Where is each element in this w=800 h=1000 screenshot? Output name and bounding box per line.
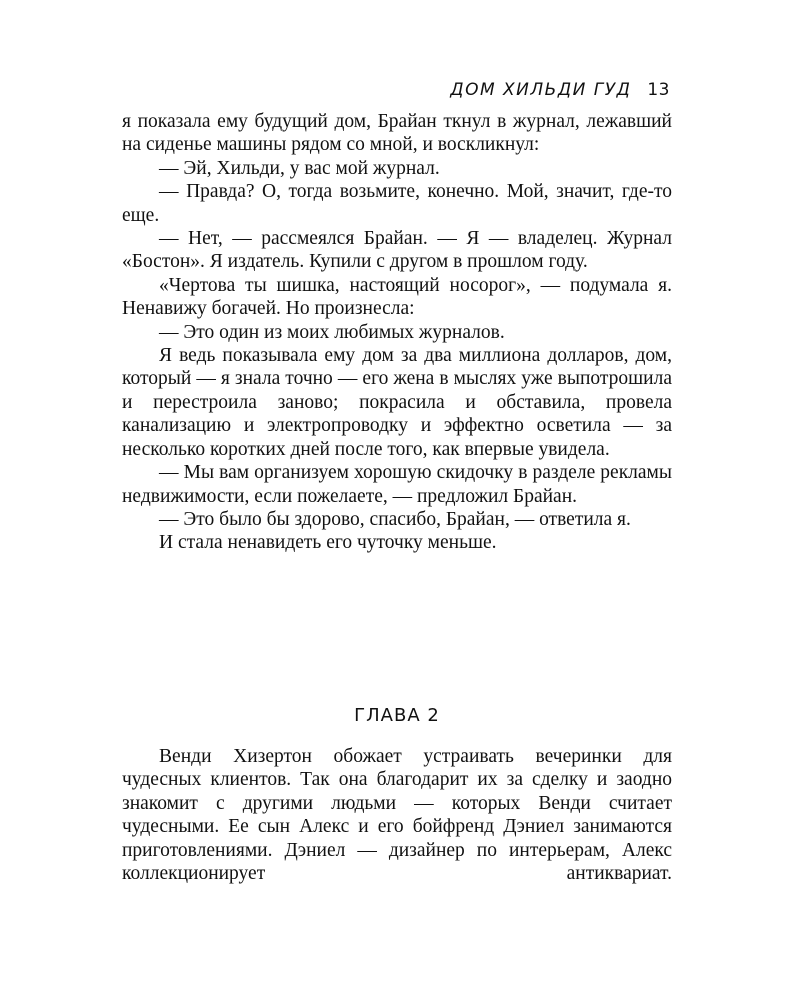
paragraph: — Правда? О, тогда возьмите, конечно. Мой, значит, где-то еще. — [122, 181, 672, 226]
chapter-heading: ГЛАВА 2 — [354, 705, 440, 726]
paragraph: «Чертова ты шишка, настоящий носорог», — подумала я. Ненавижу богачей. Но произнесла: — [122, 274, 672, 320]
paragraph: — Эй, Хильди, у вас мой журнал. — [159, 157, 440, 179]
paragraph: — Нет, — рассмеялся Брайан. — Я — владелец. Журнал «Бостон». Я издатель. Купили с другом в прошлом году. — [122, 228, 672, 273]
paragraph: — Это было бы здорово, спасибо, Брайан, — ответила я. — [159, 508, 631, 530]
paragraph: Венди Хизертон обожает устраивать вечеринки для чудесных клиентов. Так она благодарит их за сделку и заодно знакомит с другими людьми — которых Венди считает чудесными. Ее сын Алекс и его бойфренд Дэниел занимаются приготовлениями. Дэниел — дизайнер по интерьерам, Алекс коллекционирует антиквариат. — [122, 746, 672, 885]
paragraph: И стала ненавидеть его чуточку меньше. — [159, 532, 497, 554]
paragraph: я показала ему будущий дом, Брайан ткнул в журнал, лежавший на сиденье машины рядом со мной, и воскликнул: — [122, 111, 672, 156]
body-text-block-1 — [122, 110, 672, 555]
running-title: ДОМ ХИЛЬДИ ГУД — [450, 80, 632, 100]
paragraph: Я ведь показывала ему дом за два миллиона долларов, дом, который — я знала точно — его жена в мыслях уже выпотрошила и перестроила заново; покрасила и обставила, провела канализацию и электропроводку и эффектно осветила — за несколько коротких дней после того, как впервые увидела. — [122, 345, 672, 460]
body-text-block-2 — [122, 745, 672, 885]
running-header — [450, 80, 670, 100]
paragraph: — Это один из моих любимых журналов. — [159, 321, 505, 343]
page-number: 13 — [647, 80, 670, 100]
paragraph: — Мы вам организуем хорошую скидочку в разделе рекламы недвижимости, если пожелаете, — предложил Брайан. — [122, 462, 672, 507]
